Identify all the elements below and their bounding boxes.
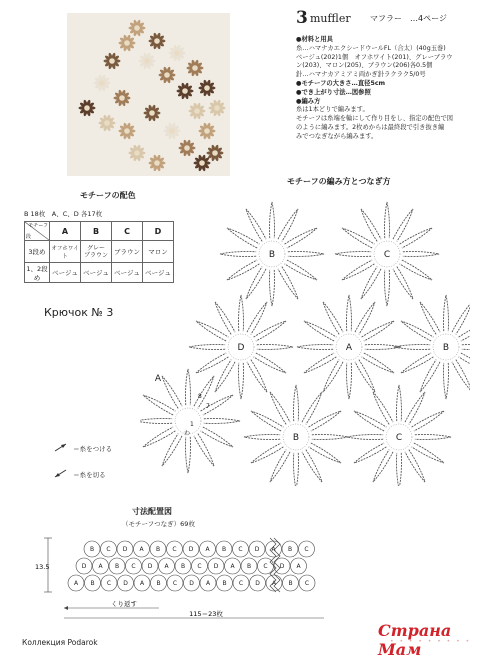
materials-line: ●編み方 [296,97,321,105]
motif-label: A [345,343,353,353]
materials-line: 針…ハマナカアミアミ両かぎ針ラクラク5/0号 [296,71,426,79]
layout-motif [167,575,183,591]
motif-label: B [442,343,450,353]
layout-motif-label: B [180,563,186,570]
layout-motif-label: A [230,563,235,570]
layout-motif [134,575,150,591]
layout-motif-label: D [81,563,87,570]
layout-motif [183,541,199,557]
layout-motif-label: A [296,563,301,570]
layout-motif [134,541,150,557]
round-label: 7 [206,403,210,410]
column-header: B [81,222,112,241]
cut-yarn-icon [54,468,68,478]
crochet-motif [394,295,470,399]
motif-label: B [268,250,276,260]
layout-motif-label: B [246,563,252,570]
pattern-title: muffler [310,12,351,25]
layout-motif-label: C [131,563,136,570]
width-label: 115＝23枚 [189,610,223,618]
layout-motif-label: A [139,546,144,553]
layout-motif-label: B [156,580,161,587]
layout-motif [200,541,216,557]
table-cell: ベージュ [143,263,174,283]
layout-motif-label: C [106,580,112,587]
layout-motif [208,558,224,574]
layout-motif [126,558,142,574]
site-watermark: Страна Мам [378,621,452,659]
table-corner: モチーフ 段 [26,223,48,240]
layout-motif [216,541,232,557]
layout-motif-label: C [106,546,111,553]
layout-motif [117,541,133,557]
layout-title: 寸法配置図 [132,507,172,516]
layout-motif-label: C [172,546,177,553]
layout-motif-label: D [254,546,260,553]
layout-diagram [34,530,334,625]
layout-motif [93,558,109,574]
layout-motif-label: A [73,580,79,587]
materials-line: ●でき上がり寸法…図参照 [296,88,371,96]
layout-motif [142,558,158,574]
layout-motif [68,575,84,591]
layout-motif [241,558,257,574]
row-label: 1、2段め [26,264,48,282]
layout-subtitle: （モチーフつなぎ）69枚 [122,520,195,528]
layout-motif-label: B [288,580,293,587]
motif-label: B [292,433,300,443]
color-table-title: モチーフの配色 [80,191,136,200]
layout-motif-label: D [122,546,128,553]
materials-line: ン(203)、マロン(205)、ブラウン(206)各0.5個 [296,62,433,70]
layout-motif-label: B [155,546,161,553]
layout-motif-label: C [304,546,309,553]
repeat-label: くり返す [111,600,137,608]
layout-motif-label: A [164,563,169,570]
layout-motif-label: C [197,563,202,570]
layout-motif-label: C [263,563,268,570]
motif-label: C [395,433,403,443]
layout-motif [151,575,167,591]
layout-motif [299,575,315,591]
materials-line: ベージュ(202)1個 オフホワイト(201)、グレーブラウ [296,53,453,61]
layout-motif-label: B [90,580,95,587]
layout-motif-label: B [221,546,227,553]
pattern-number: 3 [296,8,308,28]
layout-motif [85,575,101,591]
layout-motif-label: A [205,580,211,587]
table-cell: オフホワイト [50,241,81,263]
layout-motif-label: D [189,580,194,587]
layout-motif [217,575,233,591]
layout-motif [118,575,134,591]
hook-size-note: Крючок № 3 [44,306,114,319]
materials-line: のように編みます。2枚めからは最終段で引き抜き編 [296,123,445,131]
layout-motif [150,541,166,557]
layout-motif-label: D [188,546,194,553]
motif-label: C [383,250,391,260]
legend-cut: ＝糸を切る [54,462,106,481]
motif-diagram [140,186,470,486]
round-label: わ [184,430,191,437]
layout-motif-label: C [238,546,243,553]
layout-motif-label: B [114,563,120,570]
table-cell: ベージュ [50,263,81,283]
layout-motif-label: A [205,546,210,553]
layout-motif-label: B [222,580,227,587]
layout-motif-label: A [98,563,103,570]
materials-line: 糸は1本どりで編みます。 [296,106,369,114]
materials-block [296,36,486,142]
layout-motif [233,541,249,557]
layout-motif [282,541,298,557]
layout-motif-label: D [279,563,285,570]
layout-motif [76,558,92,574]
column-header: D [143,222,174,241]
layout-motif-label: A [139,580,145,587]
round-label: 8 [198,393,202,400]
motif-label: D [237,343,245,353]
materials-line: ●材料と用具 [296,36,333,43]
layout-motif-label: D [147,563,153,570]
height-label: 13.5 [35,563,50,571]
table-cell: ブラウン [112,241,143,263]
layout-motif [291,558,307,574]
layout-motif [184,575,200,591]
layout-motif [299,541,315,557]
layout-motif-label: C [238,580,244,587]
round-label: 1 [190,421,194,428]
layout-motif-label: A [271,580,277,587]
legend-attach: ＝糸をつける [54,436,112,455]
layout-motif-label: A [271,546,276,553]
layout-motif [200,575,216,591]
table-cell: ベージュ [81,263,112,283]
layout-motif-label: B [287,546,293,553]
layout-motif [109,558,125,574]
layout-motif-label: C [172,580,178,587]
layout-motif [167,541,183,557]
layout-motif [225,558,241,574]
table-cell: マロン [143,241,174,263]
layout-motif [175,558,191,574]
materials-line: ●モチーフの大きさ…直径5cm [296,79,386,87]
layout-motif-label: D [123,580,128,587]
table-cell: グレー ブラウン [81,241,112,263]
layout-motif [159,558,175,574]
layout-motif [283,575,299,591]
layout-motif [266,575,282,591]
layout-motif [258,558,274,574]
layout-motif [233,575,249,591]
pattern-subtitle: マフラー …4ページ [370,14,447,23]
row-label: 3段め [25,241,50,263]
column-header: A [50,222,81,241]
layout-motif [101,541,117,557]
color-table-note: B 18枚 A、C、D 各17枚 [24,210,103,218]
table-cell: ベージュ [112,263,143,283]
attach-yarn-icon [54,442,68,452]
layout-motif [192,558,208,574]
layout-motif-label: C [304,580,310,587]
layout-motif-label: D [255,580,260,587]
layout-motif [101,575,117,591]
materials-line: みでつなぎながら編みます。 [296,132,378,140]
layout-motif-label: D [213,563,219,570]
scarf-photo [67,13,230,176]
layout-motif [250,575,266,591]
materials-line: 糸…ハマナカエクシードウールFL（合太）(40g玉巻) [296,44,446,52]
layout-motif [249,541,265,557]
watermark-dots: • • • • • • • • • [390,638,472,645]
diagram-title: モチーフの編み方とつなぎ方 [287,177,391,186]
materials-line: モチーフは糸端を輪にして作り目をし、指定の配色で図 [296,115,454,123]
column-header: C [112,222,143,241]
layout-motif [84,541,100,557]
collection-footer: Коллекция Podarok [22,638,98,647]
layout-motif-label: B [89,546,95,553]
motif-label: A [154,374,162,384]
